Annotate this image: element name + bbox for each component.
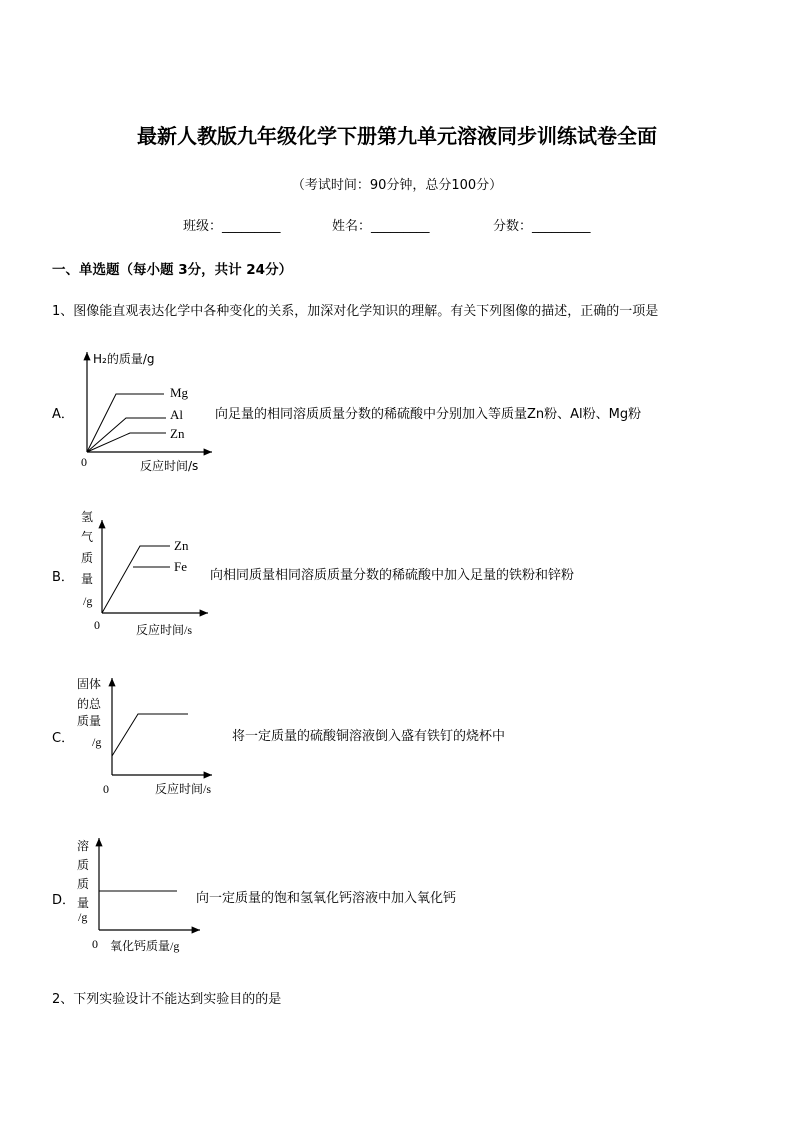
option-c-label[interactable]: C．	[52, 731, 75, 746]
y-axis-label-2: 气	[81, 530, 94, 544]
x-axis-label: 反应时间/s	[136, 623, 193, 637]
y-axis-label: H₂的质量/g	[93, 352, 155, 366]
y-axis-label-1: 溶	[77, 839, 90, 853]
y-axis-label-2: 的总	[77, 697, 102, 711]
section-heading: 一、单选题（每小题 3分，共计 24分）	[52, 262, 293, 278]
option-d-graph	[72, 834, 212, 958]
class-field[interactable]: 班级：_________	[183, 219, 281, 234]
question-1-stem: 1、图像能直观表达化学中各种变化的关系，加深对化学知识的理解。有关下列图像的描述，正确的一项是	[52, 304, 659, 319]
series-label-mg: Mg	[170, 385, 189, 400]
option-a-label[interactable]: A．	[52, 407, 74, 422]
x-axis-label: 反应时间/s	[155, 782, 212, 796]
y-axis-label-5: /g	[78, 910, 88, 924]
name-field[interactable]: 姓名：_________	[332, 219, 430, 234]
series-line-mg	[87, 394, 164, 452]
x-axis-label: 反应时间/s	[140, 459, 199, 473]
series-line-zn	[102, 546, 170, 613]
series-label-zn: Zn	[174, 538, 189, 553]
series-label-zn: Zn	[170, 426, 185, 441]
series-line-zn	[87, 433, 166, 452]
y-axis-label-3: 质	[77, 877, 90, 891]
option-a-text: 向足量的相同溶质质量分数的稀硫酸中分别加入等质量Zn粉、Al粉、Mg粉	[215, 407, 642, 422]
exam-info: （考试时间：90分钟，总分100分）	[291, 178, 503, 193]
option-d-text: 向一定质量的饱和氢氧化钙溶液中加入氧化钙	[196, 891, 457, 906]
y-axis-label-5: /g	[83, 594, 93, 608]
origin-label: 0	[103, 782, 109, 796]
y-axis-label-1: 氢	[81, 510, 94, 524]
y-axis-label-3: 质量	[77, 714, 102, 728]
option-d-label[interactable]: D．	[52, 893, 76, 908]
y-axis-label-3: 质	[81, 551, 94, 565]
series-label-fe: Fe	[174, 559, 187, 574]
y-axis-label-4: 量	[77, 896, 90, 910]
series-label-al: Al	[170, 407, 183, 422]
option-c-graph	[72, 670, 232, 802]
origin-label: 0	[92, 937, 98, 951]
y-axis-label-4: /g	[92, 735, 102, 749]
option-b-label[interactable]: B．	[52, 570, 74, 585]
score-field[interactable]: 分数：_________	[493, 219, 591, 234]
y-axis-label-2: 质	[77, 858, 90, 872]
option-c-text: 将一定质量的硫酸铜溶液倒入盛有铁钉的烧杯中	[232, 729, 506, 744]
page-title: 最新人教版九年级化学下册第九单元溶液同步训练试卷全面	[137, 124, 657, 148]
y-axis-label-1: 固体	[77, 677, 102, 691]
data-line	[112, 714, 188, 756]
origin-label: 0	[94, 618, 100, 632]
x-axis-label: 氧化钙质量/g	[110, 939, 180, 953]
option-b-graph	[78, 508, 218, 640]
y-axis-label-4: 量	[81, 572, 94, 586]
option-a-graph	[78, 346, 218, 476]
origin-label: 0	[81, 455, 87, 469]
option-b-text: 向相同质量相同溶质质量分数的稀硫酸中加入足量的铁粉和锌粉	[210, 568, 575, 583]
question-2-stem: 2、下列实验设计不能达到实验目的的是	[52, 992, 282, 1007]
